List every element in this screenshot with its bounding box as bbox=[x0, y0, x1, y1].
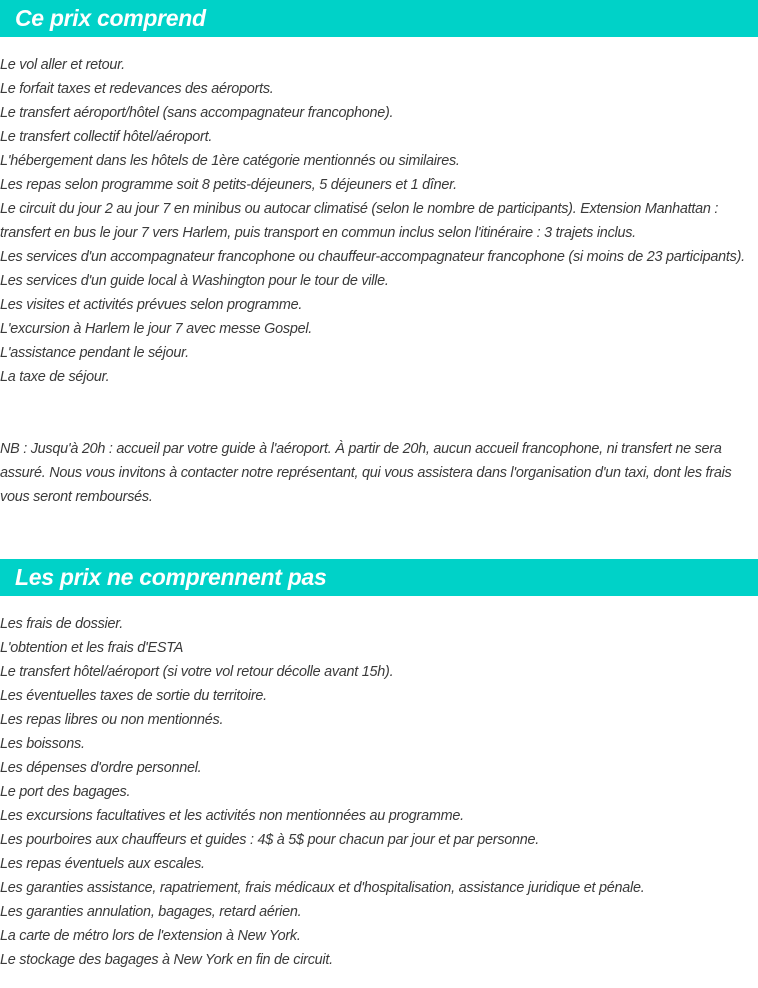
excluded-item: Le transfert hôtel/aéroport (si votre vol retour décolle avant 15h). bbox=[0, 664, 394, 680]
included-item: Le circuit du jour 2 au jour 7 en minibus ou autocar climatisé (selon le nombre de participants). Extension Manhattan : transfert en bus le jour 7 vers Harlem, puis transport en commun inclus selon l'itinéraire : 3 trajets inclus. bbox=[0, 201, 719, 241]
excluded-item: L'obtention et les frais d'ESTA bbox=[0, 640, 184, 656]
excluded-item: Les repas éventuels aux escales. bbox=[0, 856, 205, 872]
included-item: Le transfert collectif hôtel/aéroport. bbox=[0, 129, 213, 145]
included-section-title: Ce prix comprend bbox=[15, 5, 206, 31]
included-item: L'assistance pendant le séjour. bbox=[0, 345, 189, 361]
excluded-item: Les garanties annulation, bagages, retard aérien. bbox=[0, 904, 302, 920]
included-item: L'hébergement dans les hôtels de 1ère catégorie mentionnés ou similaires. bbox=[0, 153, 460, 169]
excluded-item: Les repas libres ou non mentionnés. bbox=[0, 712, 224, 728]
included-item: Les services d'un accompagnateur francophone ou chauffeur-accompagnateur francophone (si moins de 23 participants). bbox=[0, 249, 745, 265]
included-item: Les visites et activités prévues selon programme. bbox=[0, 297, 303, 313]
excluded-items-list bbox=[0, 612, 752, 972]
excluded-item: Les garanties assistance, rapatriement, frais médicaux et d'hospitalisation, assistance juridique et pénale. bbox=[0, 880, 645, 896]
included-item: Le vol aller et retour. bbox=[0, 57, 125, 73]
excluded-item: Les excursions facultatives et les activités non mentionnées au programme. bbox=[0, 808, 464, 824]
excluded-item: Les pourboires aux chauffeurs et guides : 4$ à 5$ pour chacun par jour et par personne. bbox=[0, 832, 540, 848]
excluded-item: Le stockage des bagages à New York en fin de circuit. bbox=[0, 952, 333, 968]
included-item: La taxe de séjour. bbox=[0, 369, 110, 385]
excluded-item: Les boissons. bbox=[0, 736, 85, 752]
excluded-item: Les dépenses d'ordre personnel. bbox=[0, 760, 202, 776]
excluded-item: Les éventuelles taxes de sortie du territoire. bbox=[0, 688, 267, 704]
included-item: L'excursion à Harlem le jour 7 avec messe Gospel. bbox=[0, 321, 313, 337]
included-item: Le transfert aéroport/hôtel (sans accompagnateur francophone). bbox=[0, 105, 394, 121]
included-item: Les repas selon programme soit 8 petits-déjeuners, 5 déjeuners et 1 dîner. bbox=[0, 177, 457, 193]
arrival-note: NB : Jusqu'à 20h : accueil par votre guide à l'aéroport. À partir de 20h, aucun accueil francophone, ni transfert ne sera assuré. Nous vous invitons à contacter notre représentant, qui vous assistera dans l'organisation d'un taxi, dont les frais vous seront remboursés. bbox=[0, 441, 732, 505]
excluded-section-header bbox=[0, 559, 758, 596]
included-item: Le forfait taxes et redevances des aéroports. bbox=[0, 81, 274, 97]
excluded-item: Les frais de dossier. bbox=[0, 616, 123, 632]
excluded-item: Le port des bagages. bbox=[0, 784, 131, 800]
included-items-list bbox=[0, 53, 752, 389]
excluded-item: La carte de métro lors de l'extension à New York. bbox=[0, 928, 301, 944]
excluded-section-title: Les prix ne comprennent pas bbox=[15, 564, 327, 590]
included-section-header bbox=[0, 0, 758, 37]
included-item: Les services d'un guide local à Washington pour le tour de ville. bbox=[0, 273, 389, 289]
